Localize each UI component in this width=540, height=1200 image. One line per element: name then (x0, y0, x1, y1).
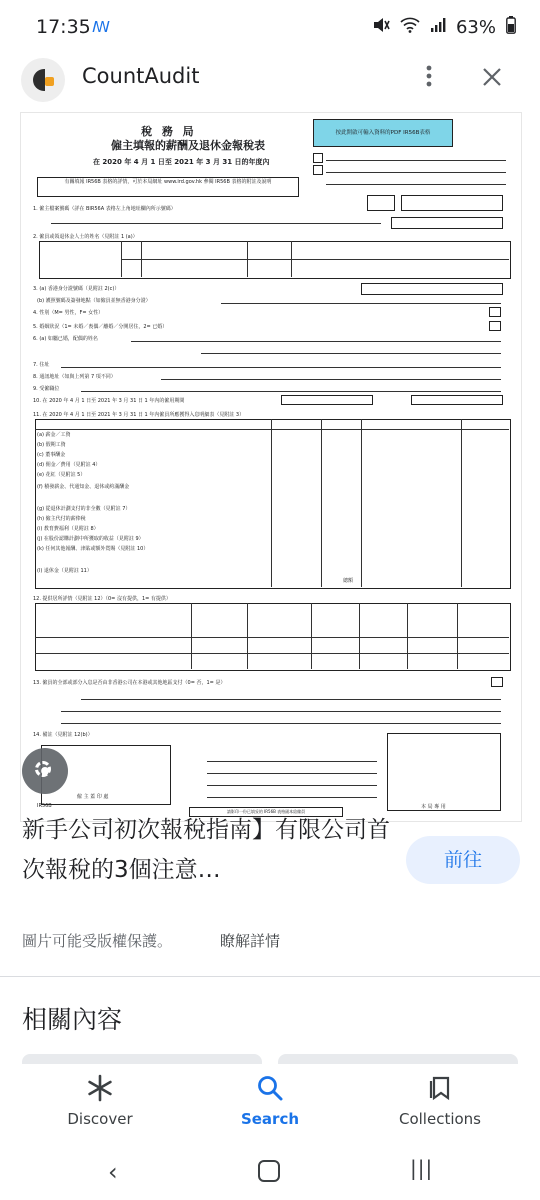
form-notice: 有關填報 IR56B 表格的詳情，可於本局網址 www.ird.gov.hk 參閱 IR56B 表格的附註及說明 (37, 177, 299, 197)
income-item: (l) 退休金（見附註 11） (37, 568, 92, 574)
form-row: 6. (a) 如屬已婚，配偶的姓名 (33, 336, 98, 342)
status-icons (372, 16, 516, 38)
nav-discover[interactable] (30, 1074, 170, 1128)
related-card[interactable] (278, 1054, 518, 1064)
nav-discover-label: Discover (67, 1110, 133, 1128)
form-title-main: 僱主填報的薪酬及退休金報稅表 (111, 139, 265, 152)
nav-collections-label: Collections (398, 1110, 481, 1128)
form-row: 7. 住址 (33, 362, 50, 368)
stamp-label: 僱 主 蓋 印 處 (77, 794, 109, 800)
mute-icon (372, 17, 390, 37)
site-logo-icon (21, 58, 65, 102)
form-row: 2. 僱員或領退休金人士的姓名（見附註 1 (a)） (33, 234, 138, 240)
form-row: 12. 提供居所詳情（見附註 12）（0= 沒有提供，1= 有提供） (33, 596, 171, 602)
system-navigation (0, 1150, 540, 1200)
income-total-label: 總額 (343, 578, 354, 584)
form-row: 9. 受僱職位 (33, 386, 60, 392)
more-options-button[interactable] (416, 60, 442, 100)
income-item: (i) 教育費福利（見附註 8） (37, 526, 99, 532)
form-row: 10. 在 2020 年 4 月 1 日至 2021 年 3 月 31 日 1 年內的僱用期間 (33, 398, 185, 404)
result-title[interactable]: 新手公司初次報稅指南】有限公司首次報稅的3個注意… (22, 817, 390, 883)
income-item: (f) 積發薪金、代通知金、退休或約滿酬金 (37, 484, 130, 490)
bottom-navigation (0, 1066, 540, 1150)
asterisk-icon (30, 1074, 170, 1108)
app-bar (0, 50, 540, 108)
office-use-box (387, 733, 501, 811)
related-card[interactable] (22, 1054, 262, 1064)
notification-app-icon: ꟿ (92, 18, 110, 36)
form-checkbox (313, 153, 323, 163)
form-code: IR56B (37, 803, 52, 809)
form-footer: 請影印一份已填妥的 IR56B 表格副本給僱員 (189, 807, 343, 817)
nav-collections[interactable] (370, 1074, 510, 1128)
form-title-department: 稅 務 局 (141, 125, 197, 138)
pdf-link-box: 按此開啟可輸入資料的PDF IR56B表格 (313, 119, 453, 147)
learn-more-link[interactable]: 瞭解詳情 (220, 932, 281, 950)
search-icon (200, 1074, 340, 1108)
recents-icon[interactable]: ||| (410, 1156, 434, 1180)
income-item: (b) 假期工資 (37, 442, 66, 448)
income-item: (k) 任何其他報酬、津貼或額外賞賜（見附註 10） (37, 546, 149, 552)
form-row: 11. 在 2020 年 4 月 1 日至 2021 年 3 月 31 日 1 年內僱員所應獲得入息明細表（見附註 3） (33, 412, 245, 418)
battery-percent: 63% (455, 16, 496, 38)
form-checkbox (313, 165, 323, 175)
form-row: 4. 性別（M= 男性，F= 女性） (33, 310, 104, 316)
wifi-icon (400, 17, 420, 37)
income-item: (j) 在股份認購計劃中所獲取的收益（見附註 9） (37, 536, 144, 542)
income-item: (e) 花紅（見附註 5） (37, 472, 86, 478)
income-item: (a) 薪金／工資 (37, 432, 71, 438)
form-title-period: 在 2020 年 4 月 1 日至 2021 年 3 月 31 日的年度內 (93, 158, 270, 166)
status-time: 17:35 (36, 16, 91, 38)
collections-icon (370, 1074, 510, 1108)
office-use-label: 本 局 專 用 (421, 804, 446, 810)
income-table (35, 419, 511, 589)
divider (0, 976, 540, 977)
home-icon[interactable] (258, 1160, 280, 1182)
income-item: (g) 從退休計劃支付的非全數（見附註 7） (37, 506, 131, 512)
close-icon (482, 67, 502, 87)
nav-search-label: Search (240, 1110, 300, 1128)
form-row: 5. 婚姻狀況（1= 未婚／喪偶／離婚／分開居住，2= 已婚） (33, 324, 168, 330)
more-vert-icon (426, 65, 432, 87)
signal-icon (430, 17, 446, 37)
form-row: 14. 備註（見附註 12(b)） (33, 732, 93, 738)
form-row: 8. 通訊地址（如與上列第 7 項不同） (33, 374, 116, 380)
copyright-notice: 圖片可能受版權保護。 (22, 932, 173, 950)
income-item: (h) 僱主代付的薪俸稅 (37, 516, 86, 522)
form-row: 3. (a) 香港身分證號碼（見附註 2(c)） (33, 286, 120, 292)
income-item: (d) 佣金／費用（見附註 4） (37, 462, 101, 468)
back-icon[interactable]: ‹ (108, 1158, 118, 1186)
form-row: 13. 僱員的全部或部分入息是否由非香港公司在本港或其他地區支付（0= 否，1= 是） (33, 680, 226, 686)
income-item: (c) 董事酬金 (37, 452, 66, 458)
site-title: CountAudit (82, 64, 200, 88)
lens-search-button[interactable] (22, 748, 68, 794)
result-image[interactable] (20, 112, 522, 822)
form-row: (b) 護照號碼及簽發地點（如僱員並無香港身分證） (37, 298, 151, 304)
battery-icon (506, 16, 516, 38)
related-heading: 相關內容 (22, 1005, 123, 1034)
visit-button[interactable]: 前往 (406, 836, 520, 884)
nav-search[interactable] (200, 1074, 340, 1128)
close-button[interactable] (474, 58, 510, 98)
form-row: 1. 僱主檔案號碼（詳在 BIR56A 表格左上角地址欄內所示號碼） (33, 206, 176, 212)
